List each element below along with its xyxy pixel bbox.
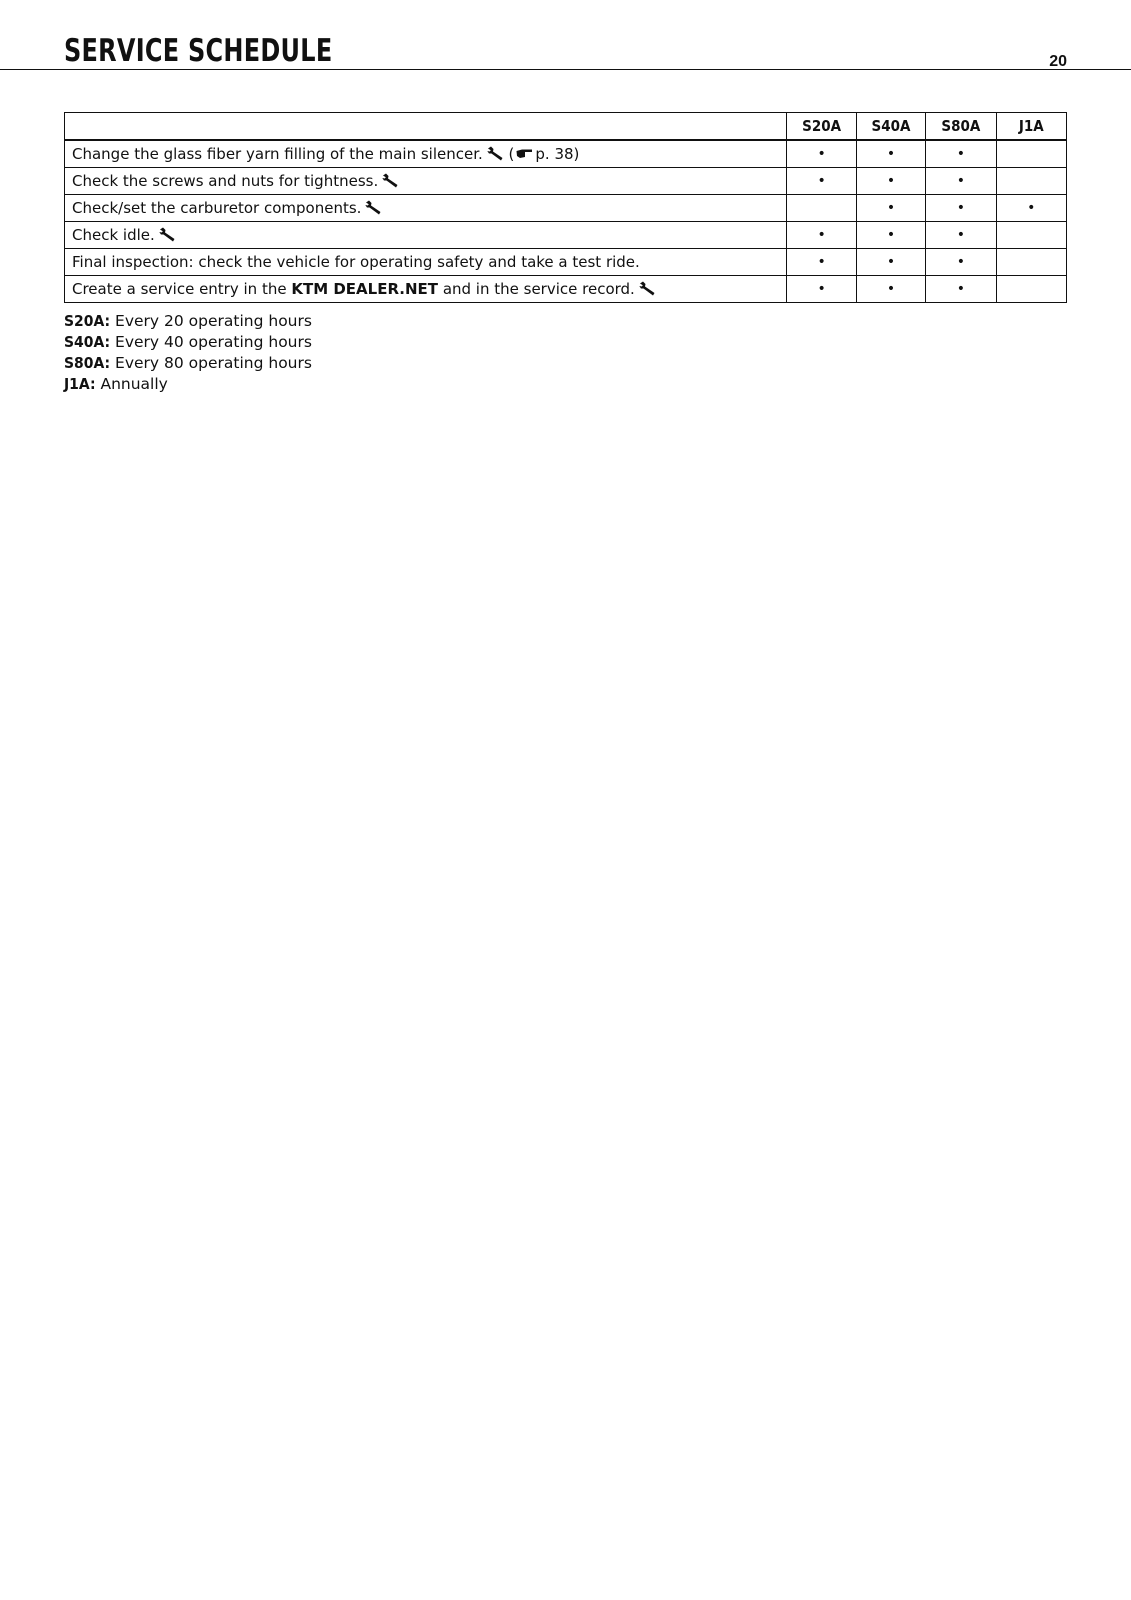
mark-s80a: • <box>926 140 996 168</box>
mark-j1a <box>996 140 1066 168</box>
page-number: 20 <box>1049 53 1067 70</box>
wrench-icon <box>159 227 176 242</box>
table-row <box>65 140 1067 168</box>
ktm-dealer-net-label: KTM DEALER.NET <box>291 280 439 298</box>
legend-text: Every 40 operating hours <box>115 333 312 351</box>
task-cell <box>65 168 787 195</box>
legend-text: Every 20 operating hours <box>115 312 312 330</box>
table-row <box>65 195 1067 222</box>
column-header-s20a: S20A <box>787 113 856 141</box>
reference-open-paren: ( <box>508 145 515 163</box>
mark-s40a: • <box>856 168 925 195</box>
page-reference[interactable]: p. 38) <box>535 145 580 163</box>
mark-s80a: • <box>926 249 996 276</box>
task-cell <box>65 222 787 249</box>
task-text: Check the screws and nuts for tightness. <box>72 172 379 190</box>
mark-s40a: • <box>856 249 925 276</box>
task-text: Change the glass fiber yarn filling of the main silencer. <box>72 145 483 163</box>
column-header-s40a: S40A <box>856 113 925 141</box>
legend-key: S40A: <box>64 333 111 351</box>
mark-s40a: • <box>856 276 925 303</box>
mark-s80a: • <box>926 168 996 195</box>
task-cell <box>65 276 787 303</box>
table-row <box>65 222 1067 249</box>
interval-legend <box>64 311 312 395</box>
mark-j1a <box>996 249 1066 276</box>
task-text: Final inspection: check the vehicle for operating safety and take a test ride. <box>72 253 640 271</box>
wrench-icon <box>639 281 656 296</box>
task-cell <box>65 140 787 168</box>
table-row <box>65 168 1067 195</box>
mark-s20a: • <box>787 168 856 195</box>
table-header-row <box>65 113 1067 141</box>
wrench-icon <box>382 173 399 188</box>
service-schedule-table <box>64 112 1067 303</box>
legend-item <box>64 332 312 353</box>
table-row <box>65 276 1067 303</box>
mark-j1a <box>996 168 1066 195</box>
mark-s20a: • <box>787 222 856 249</box>
pointing-hand-icon <box>516 148 533 159</box>
mark-s40a: • <box>856 195 925 222</box>
legend-text: Every 80 operating hours <box>115 354 312 372</box>
legend-key: S80A: <box>64 354 111 372</box>
mark-s80a: • <box>926 195 996 222</box>
header-rule <box>0 69 1131 70</box>
mark-s20a: • <box>787 140 856 168</box>
mark-s80a: • <box>926 276 996 303</box>
wrench-icon <box>487 146 504 161</box>
mark-s20a: • <box>787 249 856 276</box>
mark-s20a: • <box>787 276 856 303</box>
legend-key: J1A: <box>64 375 96 393</box>
mark-s40a: • <box>856 140 925 168</box>
legend-key: S20A: <box>64 312 111 330</box>
page-title: SERVICE SCHEDULE <box>64 33 333 69</box>
task-text: Check idle. <box>72 226 155 244</box>
column-header-j1a: J1A <box>996 113 1066 141</box>
task-text-suffix: and in the service record. <box>442 280 635 298</box>
mark-s20a <box>787 195 856 222</box>
mark-j1a <box>996 222 1066 249</box>
column-header-s80a: S80A <box>926 113 996 141</box>
legend-item <box>64 311 312 332</box>
legend-text: Annually <box>100 375 168 393</box>
mark-j1a <box>996 276 1066 303</box>
task-cell <box>65 195 787 222</box>
wrench-icon <box>365 200 382 215</box>
task-cell <box>65 249 787 276</box>
task-text: Check/set the carburetor components. <box>72 199 362 217</box>
legend-item <box>64 353 312 374</box>
column-header-blank <box>65 113 787 141</box>
legend-item <box>64 374 312 395</box>
task-text: Create a service entry in the <box>72 280 287 298</box>
mark-s80a: • <box>926 222 996 249</box>
table-row <box>65 249 1067 276</box>
mark-s40a: • <box>856 222 925 249</box>
mark-j1a: • <box>996 195 1066 222</box>
